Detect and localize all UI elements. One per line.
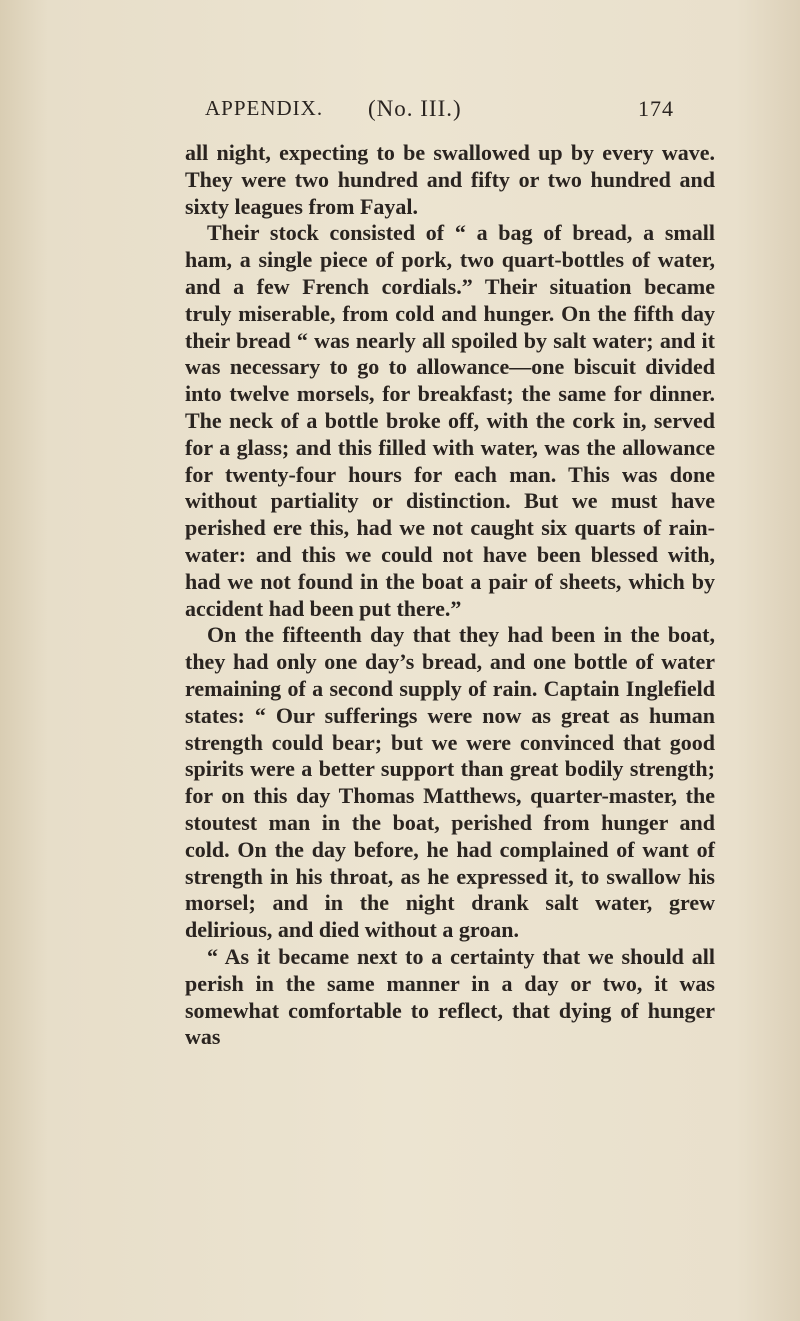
paragraph-3: On the fifteenth day that they had been in the boat, they had only one day’s bread, and one bottle of water remaining of a second supply of rain. Captain Inglefield states: “ Our sufferings were now as great as human strength could bear; but we were convinced that good spirits were a better support than great bodily strength; for on this day Thomas Matthews, quarter-master, the stoutest man in the boat, perished from hunger and cold. On the day before, he had complained of want of strength in his throat, as he expressed it, to swallow his morsel; and in the night drank salt water, grew delirious, and died without a groan. [185,622,715,943]
header-appendix-number: (No. III.) [368,96,462,121]
paragraph-4: “ As it became next to a certainty that we should all perish in the same manner in a day or two, it was somewhat comfortable to reflect, that dying of hunger was [185,943,715,1050]
header-section-title: APPENDIX. [205,96,324,120]
page-number: 174 [638,96,674,121]
running-header [0,96,800,126]
paragraph-1: all night, expecting to be swallowed up by every wave. They were two hundred and fifty or two hundred and sixty leagues from Fayal. [185,140,715,219]
body-text [185,140,715,1051]
paragraph-2: Their stock consisted of “ a bag of bread, a small ham, a single piece of pork, two quart-bottles of water, and a few French cordials.” Their situation became truly miserable, from cold and hunger. On the fifth day their bread “ was nearly all spoiled by salt water; and it was necessary to go to allowance—one biscuit divided into twelve morsels, for breakfast; the same for dinner. The neck of a bottle broke off, with the cork in, served for a glass; and this filled with water, was the allowance for twenty-four hours for each man. This was done without partiality or distinction. But we must have perished ere this, had we not caught six quarts of rain-water: and this we could not have been blessed with, had we not found in the boat a pair of sheets, which by accident had been put there.” [185,220,715,621]
